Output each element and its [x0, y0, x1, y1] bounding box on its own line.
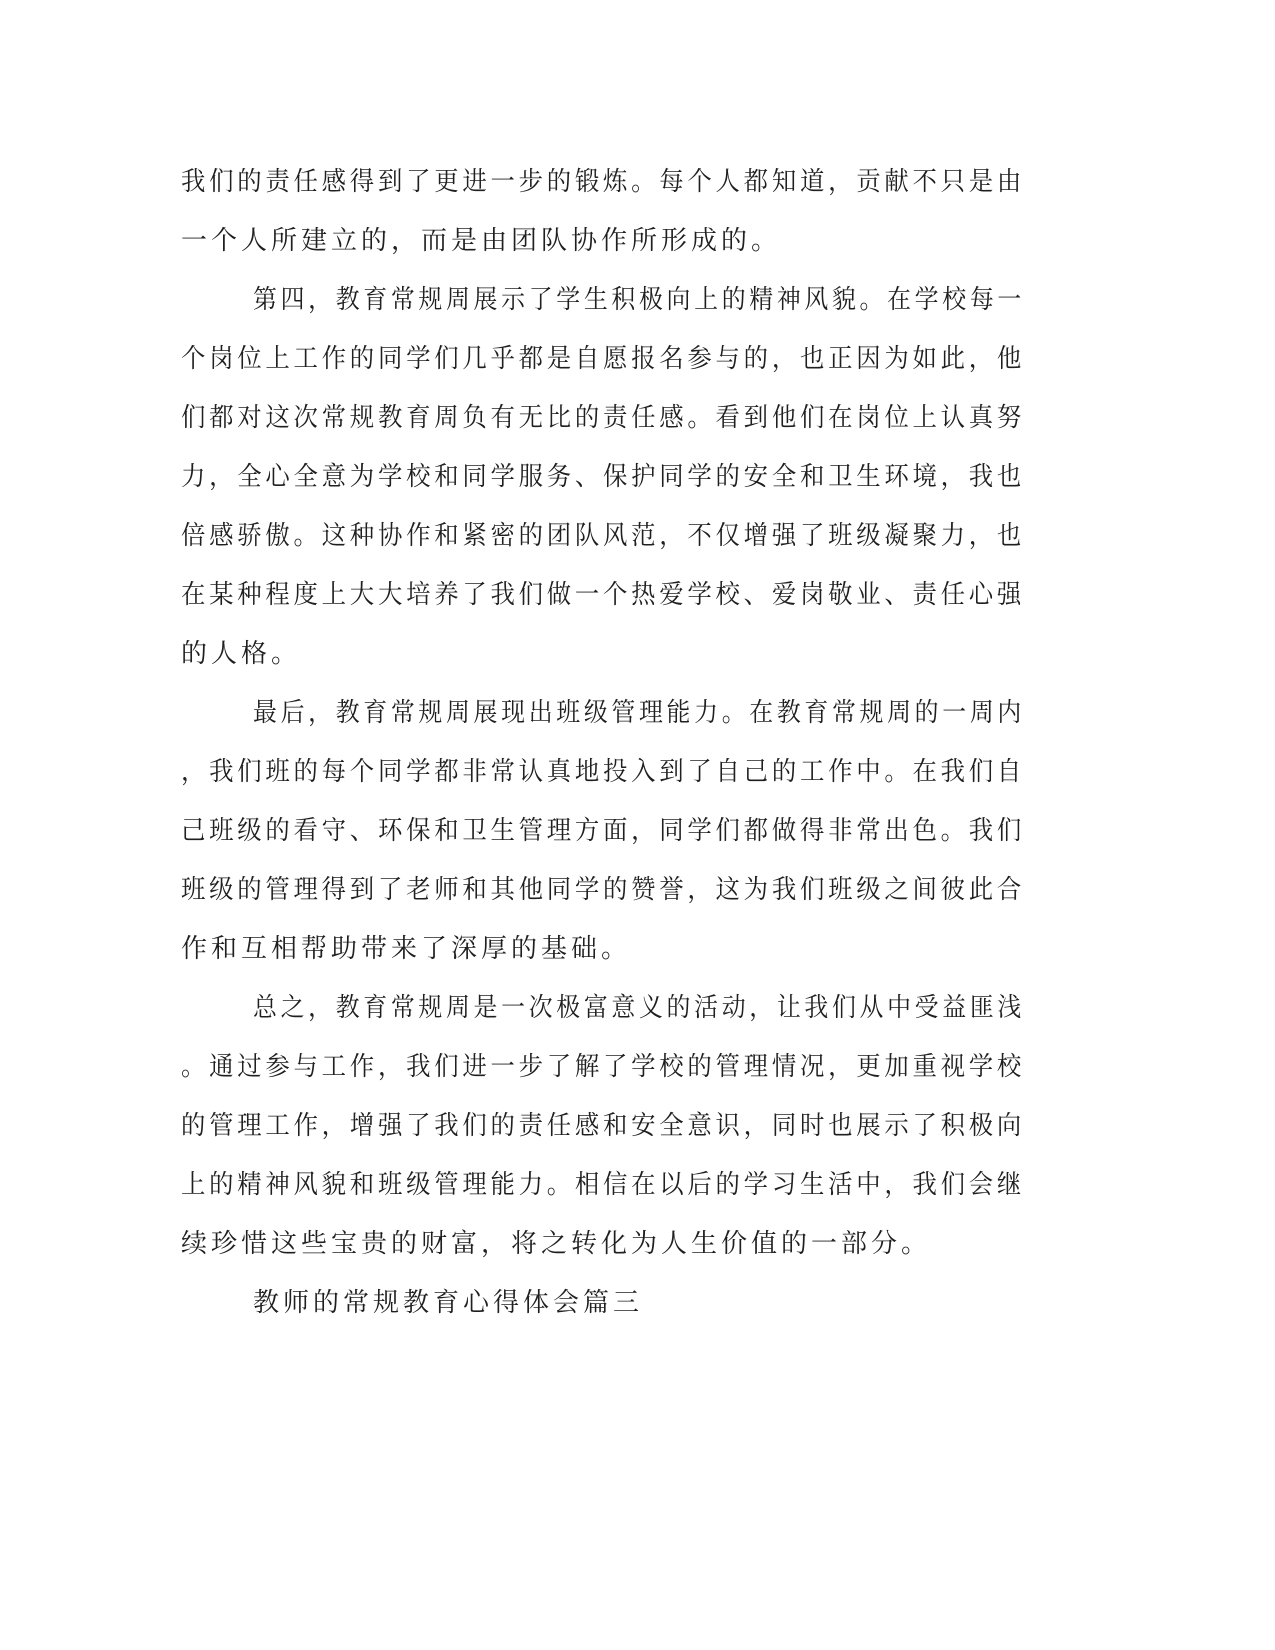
- text-line: 的人格。: [181, 639, 302, 669]
- text-line: 续珍惜这些宝贵的财富，将之转化为人生价值的一部分。: [181, 1229, 932, 1259]
- text-line: ，我们班的每个同学都非常认真地投入到了自己的工作中。在我们自: [181, 757, 1026, 787]
- text-line: 最后，教育常规周展现出班级管理能力。在教育常规周的一周内: [253, 698, 1025, 728]
- text-line: 作和互相帮助带来了深厚的基础。: [181, 934, 632, 964]
- text-line: 第四，教育常规周展示了学生积极向上的精神风貌。在学校每一: [253, 285, 1025, 315]
- text-line: 在某种程度上大大培养了我们做一个热爱学校、爱岗敬业、责任心强: [181, 580, 1026, 610]
- text-line: 班级的管理得到了老师和其他同学的赞誉，这为我们班级之间彼此合: [181, 875, 1026, 905]
- text-line: 力，全心全意为学校和同学服务、保护同学的安全和卫生环境，我也: [181, 462, 1026, 492]
- text-line: 上的精神风貌和班级管理能力。相信在以后的学习生活中，我们会继: [181, 1170, 1026, 1200]
- text-line: 我们的责任感得到了更进一步的锻炼。每个人都知道，贡献不只是由: [181, 167, 1026, 197]
- text-line: 己班级的看守、环保和卫生管理方面，同学们都做得非常出色。我们: [181, 816, 1026, 846]
- text-line: 一个人所建立的，而是由团队协作所形成的。: [181, 226, 782, 256]
- text-line: 倍感骄傲。这种协作和紧密的团队风范，不仅增强了班级凝聚力，也: [181, 521, 1026, 551]
- text-line: 的管理工作，增强了我们的责任感和安全意识，同时也展示了积极向: [181, 1111, 1026, 1141]
- text-line: 个岗位上工作的同学们几乎都是自愿报名参与的，也正因为如此，他: [181, 344, 1026, 374]
- text-line: 。通过参与工作，我们进一步了解了学校的管理情况，更加重视学校: [181, 1052, 1026, 1082]
- text-line: 总之，教育常规周是一次极富意义的活动，让我们从中受益匪浅: [253, 993, 1025, 1023]
- text-line: 们都对这次常规教育周负有无比的责任感。看到他们在岗位上认真努: [181, 403, 1026, 433]
- section-heading: 教师的常规教育心得体会篇三: [253, 1288, 644, 1318]
